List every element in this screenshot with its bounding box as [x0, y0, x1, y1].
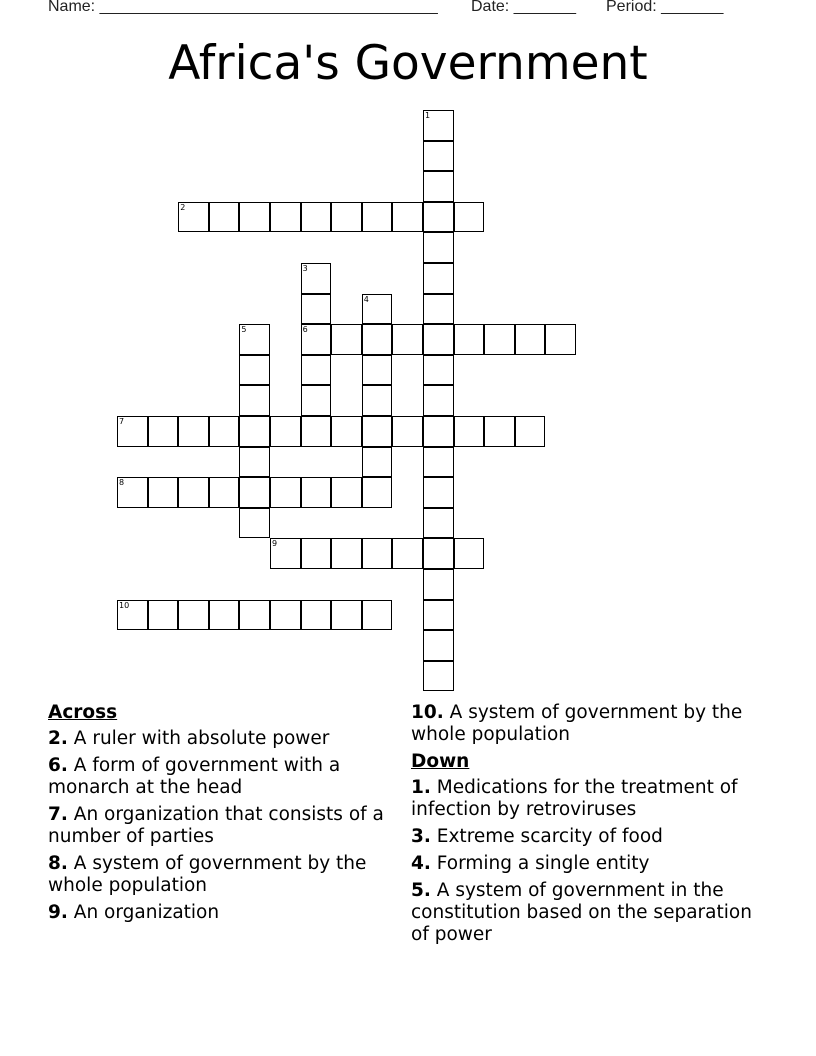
crossword-cell[interactable]: [484, 416, 515, 447]
crossword-cell[interactable]: [362, 477, 393, 508]
clue-down-3: 3. Extreme scarcity of food: [411, 826, 663, 847]
clue-across-9: 9. An organization: [48, 902, 220, 923]
crossword-cell[interactable]: [454, 538, 485, 569]
crossword-cell[interactable]: [362, 416, 393, 447]
crossword-cell[interactable]: [423, 630, 454, 661]
crossword-cell[interactable]: [392, 416, 423, 447]
crossword-cell[interactable]: [362, 447, 393, 478]
crossword-cell[interactable]: [270, 538, 301, 569]
crossword-cell[interactable]: [270, 600, 301, 631]
crossword-cell[interactable]: [270, 416, 301, 447]
crossword-cell[interactable]: [148, 477, 179, 508]
clue-number: 7: [119, 417, 125, 426]
crossword-cell[interactable]: [331, 202, 362, 233]
crossword-cell[interactable]: [239, 385, 270, 416]
crossword-cell[interactable]: [239, 447, 270, 478]
crossword-cell[interactable]: [301, 324, 332, 355]
crossword-cell[interactable]: [454, 324, 485, 355]
crossword-cell[interactable]: [117, 416, 148, 447]
crossword-cell[interactable]: [423, 508, 454, 539]
clue-number: 6: [302, 325, 308, 335]
crossword-cell[interactable]: [423, 141, 454, 172]
crossword-cell[interactable]: [301, 202, 332, 233]
crossword-cell[interactable]: [484, 324, 515, 355]
crossword-cell[interactable]: [392, 202, 423, 233]
crossword-cell[interactable]: [270, 202, 301, 233]
crossword-cell[interactable]: [301, 600, 332, 631]
clue-across-7: 7. An organization that consists of a number of parties: [48, 804, 384, 847]
across-heading: Across: [48, 702, 118, 723]
crossword-cell[interactable]: [392, 324, 423, 355]
clue-number: 5: [241, 325, 247, 335]
clues-left-column: [48, 702, 388, 929]
down-heading: Down: [411, 751, 470, 772]
crossword-cell[interactable]: [423, 569, 454, 600]
crossword-cell[interactable]: [178, 477, 209, 508]
crossword-cell[interactable]: [362, 600, 393, 631]
crossword-cell[interactable]: [423, 416, 454, 447]
clue-across-8: 8. A system of government by the whole population: [48, 853, 367, 896]
crossword-cell[interactable]: [301, 355, 332, 386]
crossword-cell[interactable]: [423, 600, 454, 631]
crossword-cell[interactable]: [239, 600, 270, 631]
crossword-cell[interactable]: [362, 294, 393, 325]
crossword-cell[interactable]: [423, 385, 454, 416]
crossword-cell[interactable]: [209, 477, 240, 508]
clue-across-2: 2. A ruler with absolute power: [48, 728, 330, 749]
crossword-cell[interactable]: [301, 477, 332, 508]
crossword-cell[interactable]: [423, 477, 454, 508]
crossword-cell[interactable]: [362, 324, 393, 355]
crossword-cell[interactable]: [392, 538, 423, 569]
clue-down-5: 5. A system of government in the constitution based on the separation of power: [411, 880, 752, 945]
crossword-cell[interactable]: [178, 202, 209, 233]
date-field[interactable]: Date: _______: [471, 0, 576, 15]
crossword-cell[interactable]: [423, 263, 454, 294]
crossword-cell[interactable]: [331, 477, 362, 508]
crossword-cell[interactable]: [423, 202, 454, 233]
clue-across-6: 6. A form of government with a monarch at the head: [48, 755, 341, 798]
page-title: Africa's Government: [168, 36, 648, 91]
crossword-cell[interactable]: [178, 416, 209, 447]
crossword-cell[interactable]: [423, 324, 454, 355]
crossword-cell[interactable]: [423, 355, 454, 386]
crossword-cell[interactable]: [515, 324, 546, 355]
crossword-cell[interactable]: [423, 661, 454, 692]
crossword-cell[interactable]: [331, 416, 362, 447]
crossword-cell[interactable]: [454, 202, 485, 233]
crossword-cell[interactable]: [239, 355, 270, 386]
clue-number: 1: [425, 111, 431, 120]
crossword-cell[interactable]: [301, 385, 332, 416]
crossword-cell[interactable]: [239, 202, 270, 233]
crossword-cell[interactable]: [362, 538, 393, 569]
crossword-cell[interactable]: [423, 447, 454, 478]
crossword-cell[interactable]: [423, 110, 454, 141]
clue-down-4: 4. Forming a single entity: [411, 853, 650, 874]
clue-down-1: 1. Medications for the treatment of infection by retroviruses: [411, 777, 738, 820]
crossword-cell[interactable]: [209, 600, 240, 631]
clues-right-column: [411, 702, 771, 951]
crossword-cell[interactable]: [423, 538, 454, 569]
clue-number: 3: [302, 264, 308, 273]
crossword-cell[interactable]: [239, 416, 270, 447]
crossword-cell[interactable]: [209, 202, 240, 233]
crossword-cell[interactable]: [362, 202, 393, 233]
crossword-cell[interactable]: [423, 171, 454, 202]
crossword-cell[interactable]: [331, 600, 362, 631]
crossword-cell[interactable]: [178, 600, 209, 631]
crossword-cell[interactable]: [209, 416, 240, 447]
crossword-cell[interactable]: [148, 600, 179, 631]
crossword-cell[interactable]: [362, 385, 393, 416]
crossword-cell[interactable]: [301, 263, 332, 294]
name-field[interactable]: Name: ______________________________________: [48, 0, 438, 15]
crossword-cell[interactable]: [423, 294, 454, 325]
crossword-cell[interactable]: [301, 538, 332, 569]
clue-number: 4: [363, 294, 369, 304]
crossword-cell[interactable]: [239, 508, 270, 539]
crossword-cell[interactable]: [270, 477, 301, 508]
clue-number: 2: [180, 202, 186, 212]
clue-number: 9: [272, 539, 278, 549]
crossword-cell[interactable]: [515, 416, 546, 447]
crossword-cell[interactable]: [239, 477, 270, 508]
crossword-cell[interactable]: [362, 355, 393, 386]
crossword-cell[interactable]: [545, 324, 576, 355]
crossword-cell[interactable]: [148, 416, 179, 447]
crossword-cell[interactable]: [331, 538, 362, 569]
crossword-cell[interactable]: [117, 600, 148, 631]
crossword-cell[interactable]: [301, 416, 332, 447]
crossword-cell[interactable]: [423, 232, 454, 263]
clue-across-10: 10. A system of government by the whole population: [411, 702, 743, 745]
clue-number: 8: [119, 478, 125, 488]
clue-number: 10: [119, 600, 130, 610]
crossword-cell[interactable]: [331, 324, 362, 355]
crossword-cell[interactable]: [117, 477, 148, 508]
crossword-cell[interactable]: [454, 416, 485, 447]
crossword-cell[interactable]: [239, 324, 270, 355]
crossword-cell[interactable]: [301, 294, 332, 325]
period-field[interactable]: Period: _______: [606, 0, 724, 15]
